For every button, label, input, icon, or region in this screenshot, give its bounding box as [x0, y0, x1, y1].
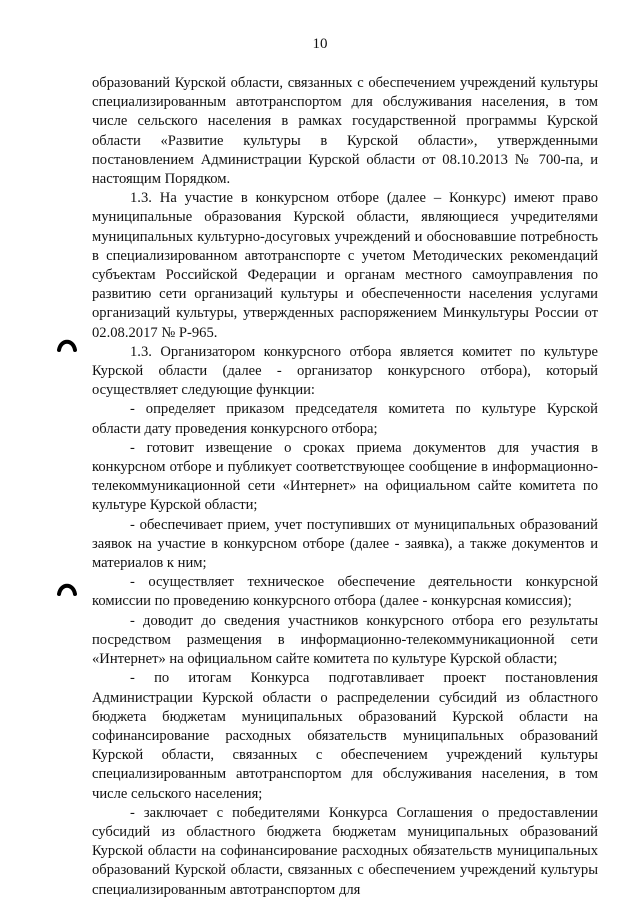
document-body — [92, 74, 598, 900]
list-item-function: - по итогам Конкурса подготавливает проект постановления Администрации Курской области о распределении субсидий из областного бюджета бюджетам муниципальных образований Курской области на софинансирование расходных обязательств муниципальных образований Курской области, связанных с обеспечением учреждений культуры специализированным автотранспортом для обслуживания населения, в том числе сельского населения; — [92, 670, 598, 802]
binding-hole-mark-icon — [57, 334, 77, 354]
list-item-function: - заключает с победителями Конкурса Соглашения о предоставлении субсидий из областного бюджета бюджетам муниципальных образований Курской области на софинансирование расходных обязательств муниципальных образований Курской области, связанных с обеспечением учреждений культуры специализированным автотранспортом для — [92, 804, 598, 898]
list-item-function: - обеспечивает прием, учет поступивших от муниципальных образований заявок на участие в конкурсном отборе (далее - заявка), а также документов и материалов к ним; — [92, 516, 598, 572]
paragraph-clause-1-3-participants: 1.3. На участие в конкурсном отборе (далее – Конкурс) имеют право муниципальные образования Курской области, являющиеся учредителями муниципальных культурно-досуговых учреждений и обосновавшие потребность в специализированном автотранспорте с учетом Методических рекомендаций субъектам Российской Федерации и органам местного самоуправления по развитию сети организаций культуры и обеспеченности населения услугами организаций культуры, утвержденных распоряжением Минкультуры России от 02.08.2017 № Р-965. — [92, 190, 598, 341]
paragraph-continuation: образований Курской области, связанных с обеспечением учреждений культуры специализированным автотранспортом для обслуживания населения, в том числе сельского населения в рамках государственной программы Курской области «Развитие культуры в Курской области», утвержденными постановлением Администрации Курской области от 08.10.2013 № 700-па, и настоящим Порядком. — [92, 75, 598, 188]
page-number: 10 — [312, 36, 328, 52]
list-item-function: - определяет приказом председателя комитета по культуре Курской области дату проведения конкурсного отбора; — [92, 401, 598, 437]
list-item-function: - готовит извещение о сроках приема документов для участия в конкурсном отборе и публикует соответствующее сообщение в информационно-телекоммуникационной сети «Интернет» на официальном сайте комитета по культуре Курской области; — [92, 439, 598, 514]
paragraph-clause-1-3-organizer: 1.3. Организатором конкурсного отбора является комитет по культуре Курской области (далее - организатор конкурсного отбора), который осуществляет следующие функции: — [92, 343, 598, 399]
binding-hole-mark-icon — [57, 578, 77, 598]
list-item-function: - осуществляет техническое обеспечение деятельности конкурсной комиссии по проведению конкурсного отбора (далее - конкурсная комиссия); — [92, 574, 598, 610]
list-item-function: - доводит до сведения участников конкурсного отбора его результаты посредством размещения в информационно-телекоммуникационной сети «Интернет» на официальном сайте комитета по культуре Курской области; — [92, 612, 598, 668]
